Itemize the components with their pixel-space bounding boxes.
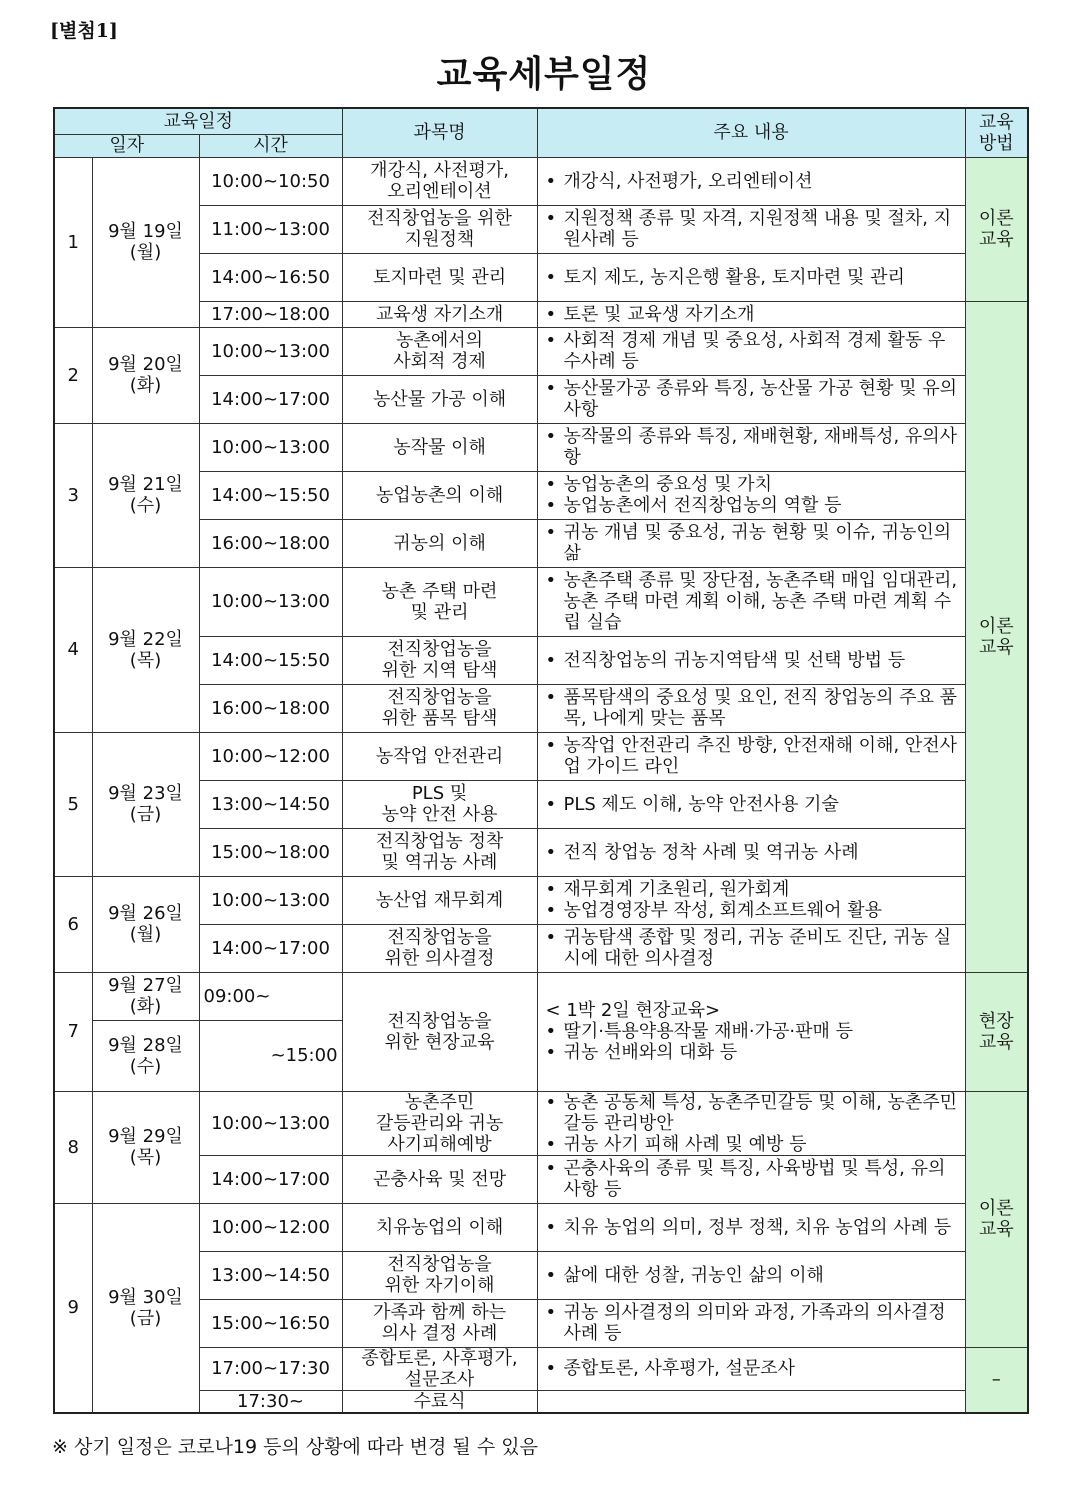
session-subject: 개강식, 사전평가, 오리엔테이션 xyxy=(342,157,537,205)
session-subject: 치유농업의 이해 xyxy=(342,1203,537,1251)
session-subject: 전직창업농을 위한 지원정책 xyxy=(342,205,537,253)
session-content xyxy=(537,375,965,423)
session-time: 16:00~18:00 xyxy=(199,684,342,732)
content-bullet: • 농업농촌의 중요성 및 가치 xyxy=(542,474,961,495)
table-row xyxy=(54,924,1028,972)
day-number: 1 xyxy=(54,157,92,327)
table-row xyxy=(54,1299,1028,1347)
session-subject: 전직창업농 정착 및 역귀농 사례 xyxy=(342,828,537,876)
table-row xyxy=(54,1390,1028,1413)
content-bullet: • 귀농 사기 피해 사례 및 예방 등 xyxy=(542,1134,961,1155)
method-cell: 현장 교육 xyxy=(965,972,1028,1091)
table-row xyxy=(54,636,1028,684)
session-subject: 전직창업농을 위한 의사결정 xyxy=(342,924,537,972)
schedule-table xyxy=(53,107,1029,1414)
day-date: 9월 26일 (월) xyxy=(92,876,199,972)
session-time: 14:00~15:50 xyxy=(199,471,342,519)
content-bullet: • 농작물의 종류와 특징, 재배현황, 재배특성, 유의사항 xyxy=(542,426,961,468)
session-time: 17:30~ xyxy=(199,1390,342,1413)
session-content xyxy=(537,636,965,684)
content-bullet: • 농업경영장부 작성, 회계소프트웨어 활용 xyxy=(542,900,961,921)
session-time: 10:00~13:00 xyxy=(199,876,342,924)
session-content xyxy=(537,1299,965,1347)
session-time: 10:00~13:00 xyxy=(199,423,342,471)
content-title: < 1박 2일 현장교육> xyxy=(545,1000,721,1021)
content-bullet: • 귀농 의사결정의 의미와 과정, 가족과의 의사결정 사례 등 xyxy=(542,1302,961,1344)
session-content xyxy=(537,876,965,924)
content-bullet: • PLS 제도 이해, 농약 안전사용 기술 xyxy=(542,794,961,815)
session-time: 10:00~12:00 xyxy=(199,732,342,780)
content-bullet: • 토론 및 교육생 자기소개 xyxy=(542,304,961,325)
session-time: 13:00~14:50 xyxy=(199,1251,342,1299)
content-bullet: • 토지 제도, 농지은행 활용, 토지마련 및 관리 xyxy=(542,267,961,288)
session-content xyxy=(537,924,965,972)
session-subject: PLS 및 농약 안전 사용 xyxy=(342,780,537,828)
session-content xyxy=(537,1091,965,1155)
method-header: 교육 방법 xyxy=(965,108,1028,157)
session-subject: 농산물 가공 이해 xyxy=(342,375,537,423)
table-row xyxy=(54,1091,1028,1155)
table-row xyxy=(54,732,1028,780)
session-time: 14:00~15:50 xyxy=(199,636,342,684)
method-cell: – xyxy=(965,1347,1028,1413)
day-date: 9월 23일 (금) xyxy=(92,732,199,876)
table-row xyxy=(54,327,1028,375)
session-subject: 전직창업농을 위한 현장교육 xyxy=(342,972,537,1091)
day-date: 9월 22일 (목) xyxy=(92,567,199,732)
session-time: 14:00~16:50 xyxy=(199,253,342,301)
table-row xyxy=(54,1347,1028,1390)
session-time: 13:00~14:50 xyxy=(199,780,342,828)
session-content xyxy=(537,1155,965,1203)
content-bullet: • 사회적 경제 개념 및 중요성, 사회적 경제 활동 우수사례 등 xyxy=(542,330,961,372)
content-bullet: • 딸기·특용약용작물 재배·가공·판매 등 xyxy=(542,1021,961,1042)
session-content xyxy=(537,301,965,327)
day-number: 2 xyxy=(54,327,92,423)
content-bullet: • 품목탐색의 중요성 및 요인, 전직 창업농의 주요 품목, 나에게 맞는 품목 xyxy=(542,687,961,729)
table-row xyxy=(54,375,1028,423)
content-bullet: • 농업농촌에서 전직창업농의 역할 등 xyxy=(542,495,961,516)
content-bullet: • 귀농탐색 종합 및 정리, 귀농 준비도 진단, 귀농 실시에 대한 의사결정 xyxy=(542,927,961,969)
date-header: 일자 xyxy=(54,134,199,157)
day-date: 9월 29일 (목) xyxy=(92,1091,199,1203)
table-row xyxy=(54,684,1028,732)
session-content xyxy=(537,471,965,519)
session-time: 09:00~ xyxy=(199,972,342,1020)
session-subject: 가족과 함께 하는 의사 결정 사례 xyxy=(342,1299,537,1347)
session-subject: 농촌에서의 사회적 경제 xyxy=(342,327,537,375)
session-subject: 수료식 xyxy=(342,1390,537,1413)
session-subject: 전직창업농을 위한 지역 탐색 xyxy=(342,636,537,684)
session-content xyxy=(537,1347,965,1390)
table-row xyxy=(54,205,1028,253)
session-time: 10:00~13:00 xyxy=(199,327,342,375)
session-content xyxy=(537,732,965,780)
session-content xyxy=(537,157,965,205)
content-bullet: • 삶에 대한 성찰, 귀농인 삶의 이해 xyxy=(542,1265,961,1286)
session-subject: 종합토론, 사후평가, 설문조사 xyxy=(342,1347,537,1390)
content-bullet: • 농산물가공 종류와 특징, 농산물 가공 현황 및 유의사항 xyxy=(542,378,961,420)
session-time: 17:00~18:00 xyxy=(199,301,342,327)
table-row xyxy=(54,253,1028,301)
session-content xyxy=(537,780,965,828)
day-date: 9월 20일 (화) xyxy=(92,327,199,423)
session-content xyxy=(537,828,965,876)
table-row xyxy=(54,780,1028,828)
content-bullet: • 종합토론, 사후평가, 설문조사 xyxy=(542,1358,961,1379)
session-content xyxy=(537,684,965,732)
session-time: 10:00~12:00 xyxy=(199,1203,342,1251)
session-subject: 농촌주민 갈등관리와 귀농 사기피해예방 xyxy=(342,1091,537,1155)
table-row xyxy=(54,423,1028,471)
day-number: 9 xyxy=(54,1203,92,1413)
content-bullet: • 치유 농업의 의미, 정부 정책, 치유 농업의 사례 등 xyxy=(542,1217,961,1238)
day-date: 9월 21일 (수) xyxy=(92,423,199,567)
session-time: 14:00~17:00 xyxy=(199,1155,342,1203)
day-date: 9월 27일 (화) xyxy=(92,972,199,1020)
table-row xyxy=(54,471,1028,519)
table-row xyxy=(54,567,1028,636)
session-time: 14:00~17:00 xyxy=(199,924,342,972)
session-time: 14:00~17:00 xyxy=(199,375,342,423)
session-subject: 농산업 재무회계 xyxy=(342,876,537,924)
table-row xyxy=(54,972,1028,1020)
session-content xyxy=(537,1390,965,1413)
content-bullet: • 귀농 개념 및 중요성, 귀농 현황 및 이슈, 귀농인의 삶 xyxy=(542,522,961,564)
content-bullet: • 농촌 공동체 특성, 농촌주민갈등 및 이해, 농촌주민갈등 관리방안 xyxy=(542,1092,961,1134)
session-content xyxy=(537,1251,965,1299)
session-subject: 교육생 자기소개 xyxy=(342,301,537,327)
table-row xyxy=(54,157,1028,205)
method-cell: 이론 교육 xyxy=(965,157,1028,301)
content-bullet: • 개강식, 사전평가, 오리엔테이션 xyxy=(542,171,961,192)
table-row xyxy=(54,1251,1028,1299)
session-subject: 토지마련 및 관리 xyxy=(342,253,537,301)
session-content xyxy=(537,327,965,375)
session-content xyxy=(537,423,965,471)
content-bullet: • 전직창업농의 귀농지역탐색 및 선택 방법 등 xyxy=(542,650,961,671)
session-subject: 농촌 주택 마련 및 관리 xyxy=(342,567,537,636)
session-time: 17:00~17:30 xyxy=(199,1347,342,1390)
session-content xyxy=(537,972,965,1091)
day-number: 3 xyxy=(54,423,92,567)
session-time: 15:00~18:00 xyxy=(199,828,342,876)
session-subject: 곤충사육 및 전망 xyxy=(342,1155,537,1203)
session-time: ~15:00 xyxy=(199,1020,342,1091)
table-row xyxy=(54,1203,1028,1251)
session-time: 10:00~10:50 xyxy=(199,157,342,205)
session-content xyxy=(537,253,965,301)
session-time: 10:00~13:00 xyxy=(199,1091,342,1155)
session-time: 15:00~16:50 xyxy=(199,1299,342,1347)
day-number: 6 xyxy=(54,876,92,972)
session-time: 16:00~18:00 xyxy=(199,519,342,567)
day-number: 4 xyxy=(54,567,92,732)
method-cell: 이론 교육 xyxy=(965,1091,1028,1347)
content-bullet: • 전직 창업농 정착 사례 및 역귀농 사례 xyxy=(542,842,961,863)
content-bullet: • 농촌주택 종류 및 장단점, 농촌주택 매입 임대관리, 농촌 주택 마련 계획 이해, 농촌 주택 마련 계획 수립 실습 xyxy=(542,570,961,633)
time-header: 시간 xyxy=(199,134,342,157)
attachment-label: [별첨1] xyxy=(50,20,118,42)
session-subject: 전직창업농을 위한 품목 탐색 xyxy=(342,684,537,732)
session-subject: 전직창업농을 위한 자기이해 xyxy=(342,1251,537,1299)
day-date: 9월 28일 (수) xyxy=(92,1020,199,1091)
day-date: 9월 30일 (금) xyxy=(92,1203,199,1413)
table-row xyxy=(54,828,1028,876)
content-bullet: • 재무회계 기초원리, 원가회계 xyxy=(542,879,961,900)
content-bullet: • 곤충사육의 종류 및 특징, 사육방법 및 특성, 유의사항 등 xyxy=(542,1158,961,1200)
table-row xyxy=(54,301,1028,327)
day-date: 9월 19일 (월) xyxy=(92,157,199,327)
session-time: 11:00~13:00 xyxy=(199,205,342,253)
day-number: 8 xyxy=(54,1091,92,1203)
session-content xyxy=(537,205,965,253)
content-bullet: • 귀농 선배와의 대화 등 xyxy=(542,1042,961,1063)
content-bullet: • 농작업 안전관리 추진 방향, 안전재해 이해, 안전사업 가이드 라인 xyxy=(542,735,961,777)
footnote: ※ 상기 일정은 코로나19 등의 상황에 따라 변경 될 수 있음 xyxy=(52,1436,538,1458)
session-subject: 농작물 이해 xyxy=(342,423,537,471)
method-cell: 이론 교육 xyxy=(965,301,1028,972)
subject-header: 과목명 xyxy=(342,108,537,157)
content-header: 주요 내용 xyxy=(537,108,965,157)
session-subject: 농작업 안전관리 xyxy=(342,732,537,780)
session-content xyxy=(537,519,965,567)
session-subject: 농업농촌의 이해 xyxy=(342,471,537,519)
table-row xyxy=(54,876,1028,924)
session-content xyxy=(537,1203,965,1251)
schedule-header: 교육일정 xyxy=(54,108,342,134)
content-bullet: • 지원정책 종류 및 자격, 지원정책 내용 및 절차, 지원사례 등 xyxy=(542,208,961,250)
table-row xyxy=(54,519,1028,567)
day-number: 7 xyxy=(54,972,92,1091)
session-content xyxy=(537,567,965,636)
table-row xyxy=(54,1155,1028,1203)
session-time: 10:00~13:00 xyxy=(199,567,342,636)
session-subject: 귀농의 이해 xyxy=(342,519,537,567)
page-title: 교육세부일정 xyxy=(436,54,652,95)
day-number: 5 xyxy=(54,732,92,876)
